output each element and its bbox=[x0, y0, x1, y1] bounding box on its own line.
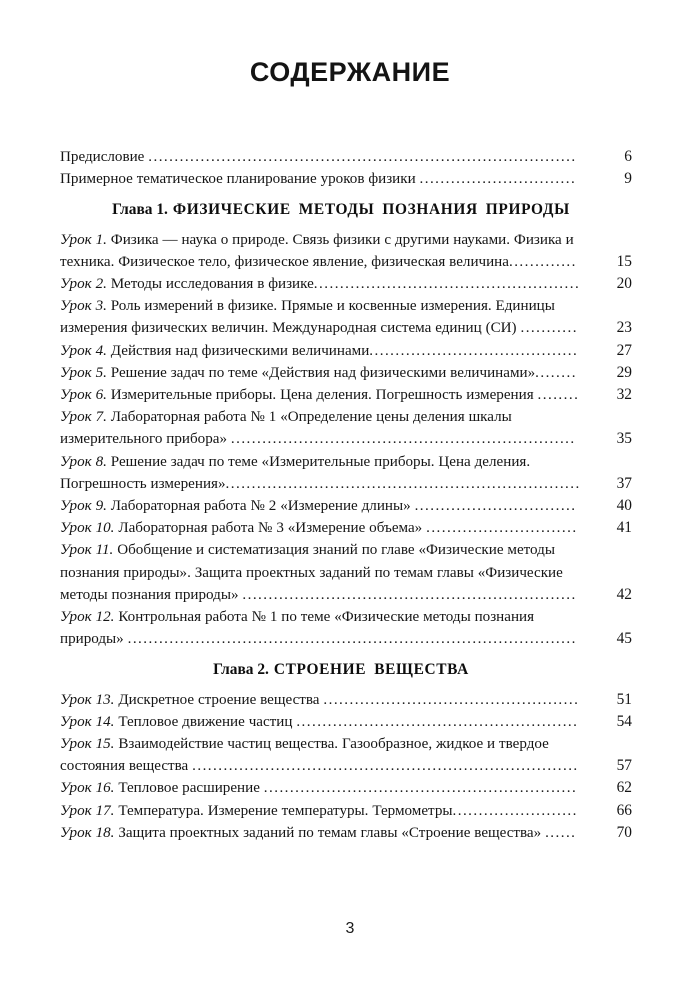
toc-entry-title: Взаимодействие частиц вещества. Газообразное, жидкое и твердое состояния вещества bbox=[60, 736, 549, 775]
dot-leader: ................................................................ bbox=[242, 586, 577, 603]
toc-entry-page-number: 29 bbox=[616, 363, 632, 381]
toc-entry-title: Решение задач по теме «Действия над физическими величинами» bbox=[106, 364, 536, 381]
toc-entry-text bbox=[41, 295, 632, 339]
toc-entry-text bbox=[41, 733, 632, 777]
toc-entry-lesson-label: Урок 16. bbox=[60, 780, 115, 797]
toc-entry-text bbox=[41, 340, 632, 362]
toc-entry-title: Тепловое движение частиц bbox=[114, 713, 297, 730]
toc-entry-text bbox=[41, 168, 632, 190]
dot-leader: .................................................................... bbox=[225, 475, 581, 492]
toc-entry-page-number: 42 bbox=[616, 585, 632, 603]
toc-entry-lesson-label: Урок 12. bbox=[60, 609, 115, 626]
toc-entry[interactable] bbox=[60, 451, 632, 495]
toc-entry-lesson-label: Урок 18. bbox=[60, 824, 115, 841]
toc-entry-title: Действия над физическими величинами bbox=[106, 342, 370, 359]
toc-entry-title: Лабораторная работа № 2 «Измерение длины» bbox=[106, 498, 415, 515]
toc-entry-title: Лабораторная работа № 3 «Измерение объема» bbox=[114, 520, 427, 537]
toc-entry-page-number: 6 bbox=[624, 148, 632, 165]
toc-entry-lesson-label: Урок 6. bbox=[60, 387, 107, 404]
toc-entry-lesson-label: Урок 5. bbox=[60, 364, 107, 381]
toc-entry-title: Примерное тематическое планирование уроков физики bbox=[60, 171, 420, 188]
toc-entry[interactable] bbox=[60, 606, 632, 650]
toc-entry-page-number: 23 bbox=[616, 319, 632, 337]
toc-entry-lesson-label: Урок 7. bbox=[60, 409, 107, 426]
toc-entry-page-number: 54 bbox=[616, 712, 632, 730]
toc-entry-lesson-label: Урок 11. bbox=[60, 542, 114, 559]
toc-entry-page-number: 37 bbox=[616, 474, 632, 492]
dot-leader: ................................................... bbox=[313, 276, 581, 293]
chapter-name: СТРОЕНИЕ ВЕЩЕСТВА bbox=[273, 661, 469, 679]
toc-entry-text bbox=[41, 517, 632, 539]
toc-entry-page-number: 57 bbox=[616, 757, 632, 775]
dot-leader: .......................................................................... bbox=[192, 758, 579, 775]
toc-entry-lesson-label: Урок 8. bbox=[60, 453, 107, 470]
dot-leader: ........... bbox=[520, 320, 578, 337]
toc-entry[interactable] bbox=[60, 146, 632, 168]
toc-entry-text bbox=[41, 777, 632, 799]
toc-entry-text bbox=[41, 273, 632, 295]
toc-entry-lesson-label: Урок 2. bbox=[60, 276, 107, 293]
toc-entry-lesson-label: Урок 9. bbox=[60, 498, 107, 515]
toc-entry-lesson-label: Урок 10. bbox=[60, 520, 115, 537]
toc-entry-lesson-label: Урок 3. bbox=[60, 298, 107, 315]
toc-entry-page-number: 32 bbox=[616, 386, 632, 404]
toc-entry[interactable] bbox=[60, 340, 632, 362]
toc-entry-lesson-label: Урок 15. bbox=[60, 736, 115, 753]
toc-entry-title: Роль измерений в физике. Прямые и косвенные измерения. Единицы измерения физических величин. Международная система единиц (СИ) bbox=[60, 298, 555, 337]
toc-entry[interactable] bbox=[60, 495, 632, 517]
toc-entry-page-number: 70 bbox=[616, 823, 632, 841]
toc-entry-text bbox=[41, 384, 632, 406]
toc-entry-page-number: 51 bbox=[616, 690, 632, 708]
toc-entry[interactable] bbox=[60, 711, 632, 733]
toc-entry[interactable] bbox=[60, 168, 632, 190]
toc-entry-page-number: 40 bbox=[616, 497, 632, 515]
toc-entry-title: Дискретное строение вещества bbox=[114, 691, 324, 708]
toc-entry-text bbox=[41, 229, 632, 273]
toc-entry-title: Методы исследования в физике bbox=[106, 276, 314, 293]
toc-entry[interactable] bbox=[60, 539, 632, 606]
toc-entry-title: Температура. Измерение температуры. Термометры bbox=[114, 802, 453, 819]
toc-entry[interactable] bbox=[60, 800, 632, 822]
toc-entry-text bbox=[41, 800, 632, 822]
toc-entry-page-number: 41 bbox=[616, 519, 632, 537]
chapter-heading bbox=[60, 199, 632, 221]
toc-entry-title: Защита проектных заданий по темам главы «Строение вещества» bbox=[114, 824, 546, 841]
toc-entry-text bbox=[41, 711, 632, 733]
toc-entry-title: Обобщение и систематизация знаний по главе «Физические методы познания природы». Защита проектных заданий по темам главы «Физические методы познания природы» bbox=[60, 542, 563, 603]
toc-entry-lesson-label: Урок 14. bbox=[60, 713, 115, 730]
toc-entry-page-number: 20 bbox=[616, 275, 632, 293]
chapter-number: Глава 1. bbox=[112, 201, 168, 219]
dot-leader: ........................ bbox=[452, 802, 578, 819]
toc-entry-lesson-label: Урок 1. bbox=[60, 231, 107, 248]
toc-entry[interactable] bbox=[60, 689, 632, 711]
dot-leader: ........ bbox=[537, 387, 580, 404]
page-title: СОДЕРЖАНИЕ bbox=[249, 57, 451, 87]
toc-entry[interactable] bbox=[60, 273, 632, 295]
dot-leader: ............................... bbox=[414, 498, 577, 515]
toc-entry[interactable] bbox=[60, 362, 632, 384]
dot-leader: ........ bbox=[535, 364, 577, 381]
dot-leader: ...... bbox=[545, 824, 577, 841]
toc-entry-title: Предисловие bbox=[60, 149, 149, 165]
toc-entry-page-number: 9 bbox=[624, 170, 632, 188]
chapter-number: Глава 2. bbox=[213, 661, 269, 679]
toc-entry-text bbox=[41, 451, 632, 495]
toc-entry-title: Контрольная работа № 1 по теме «Физические методы познания природы» bbox=[60, 609, 535, 648]
dot-leader: .................................................................................. bbox=[148, 149, 577, 165]
toc-entry[interactable] bbox=[60, 733, 632, 777]
toc-entry-text bbox=[41, 539, 632, 606]
toc-entry[interactable] bbox=[60, 517, 632, 539]
toc-entry-text bbox=[41, 606, 632, 650]
toc-entry-title: Лабораторная работа № 1 «Определение цены деления шкалы измерительного прибора» bbox=[60, 409, 512, 448]
dot-leader: ............................. bbox=[426, 520, 578, 537]
toc-entry-text bbox=[41, 146, 632, 168]
toc-entry-text bbox=[41, 362, 632, 384]
dot-leader: .................................................................. bbox=[230, 431, 576, 448]
toc-entry-lesson-label: Урок 4. bbox=[60, 342, 107, 359]
toc-entry-title: Физика — наука о природе. Связь физики с другими науками. Физика и техника. Физическое тело, физическое явление, физическая величина bbox=[60, 231, 574, 270]
toc-entry-page-number: 15 bbox=[616, 252, 632, 270]
toc-entry[interactable] bbox=[60, 384, 632, 406]
toc-entry-page-number: 27 bbox=[616, 341, 632, 359]
chapter-name: ФИЗИЧЕСКИЕ МЕТОДЫ ПОЗНАНИЯ ПРИРОДЫ bbox=[172, 201, 570, 219]
toc-entry-title: Измерительные приборы. Цена деления. Погрешность измерения bbox=[106, 387, 538, 404]
toc-entry-lesson-label: Урок 13. bbox=[60, 691, 115, 708]
toc-entry-text bbox=[41, 689, 632, 711]
toc-entry-lesson-label: Урок 17. bbox=[60, 802, 115, 819]
toc-entry-page-number: 66 bbox=[616, 801, 632, 819]
toc-entry[interactable] bbox=[60, 406, 632, 450]
toc-entry-page-number: 62 bbox=[616, 779, 632, 797]
toc-entry-text bbox=[41, 495, 632, 517]
toc-entry[interactable] bbox=[60, 822, 632, 844]
toc-entry-page-number: 35 bbox=[616, 430, 632, 448]
dot-leader: ........................................ bbox=[369, 342, 579, 359]
dot-leader: ...................................................... bbox=[296, 713, 579, 730]
dot-leader: ...................................................................................... bbox=[127, 631, 577, 648]
toc-entry[interactable] bbox=[60, 229, 632, 273]
toc-entry-text bbox=[41, 406, 632, 450]
dot-leader: .............................. bbox=[419, 171, 577, 188]
dot-leader: ................................................. bbox=[323, 691, 580, 708]
toc-entry[interactable] bbox=[60, 777, 632, 799]
dot-leader: ............................................................ bbox=[263, 780, 578, 797]
page-folio-number: 3 bbox=[345, 920, 355, 937]
chapter-heading bbox=[60, 659, 632, 681]
toc-entry-text bbox=[41, 822, 632, 844]
dot-leader: ............. bbox=[508, 253, 577, 270]
toc-entry-title: Решение задач по теме «Измерительные приборы. Цена деления. Погрешность измерения» bbox=[60, 453, 531, 492]
table-of-contents bbox=[60, 146, 632, 844]
toc-entry-title: Тепловое расширение bbox=[114, 780, 264, 797]
toc-entry[interactable] bbox=[60, 295, 632, 339]
toc-entry-page-number: 45 bbox=[616, 630, 632, 648]
